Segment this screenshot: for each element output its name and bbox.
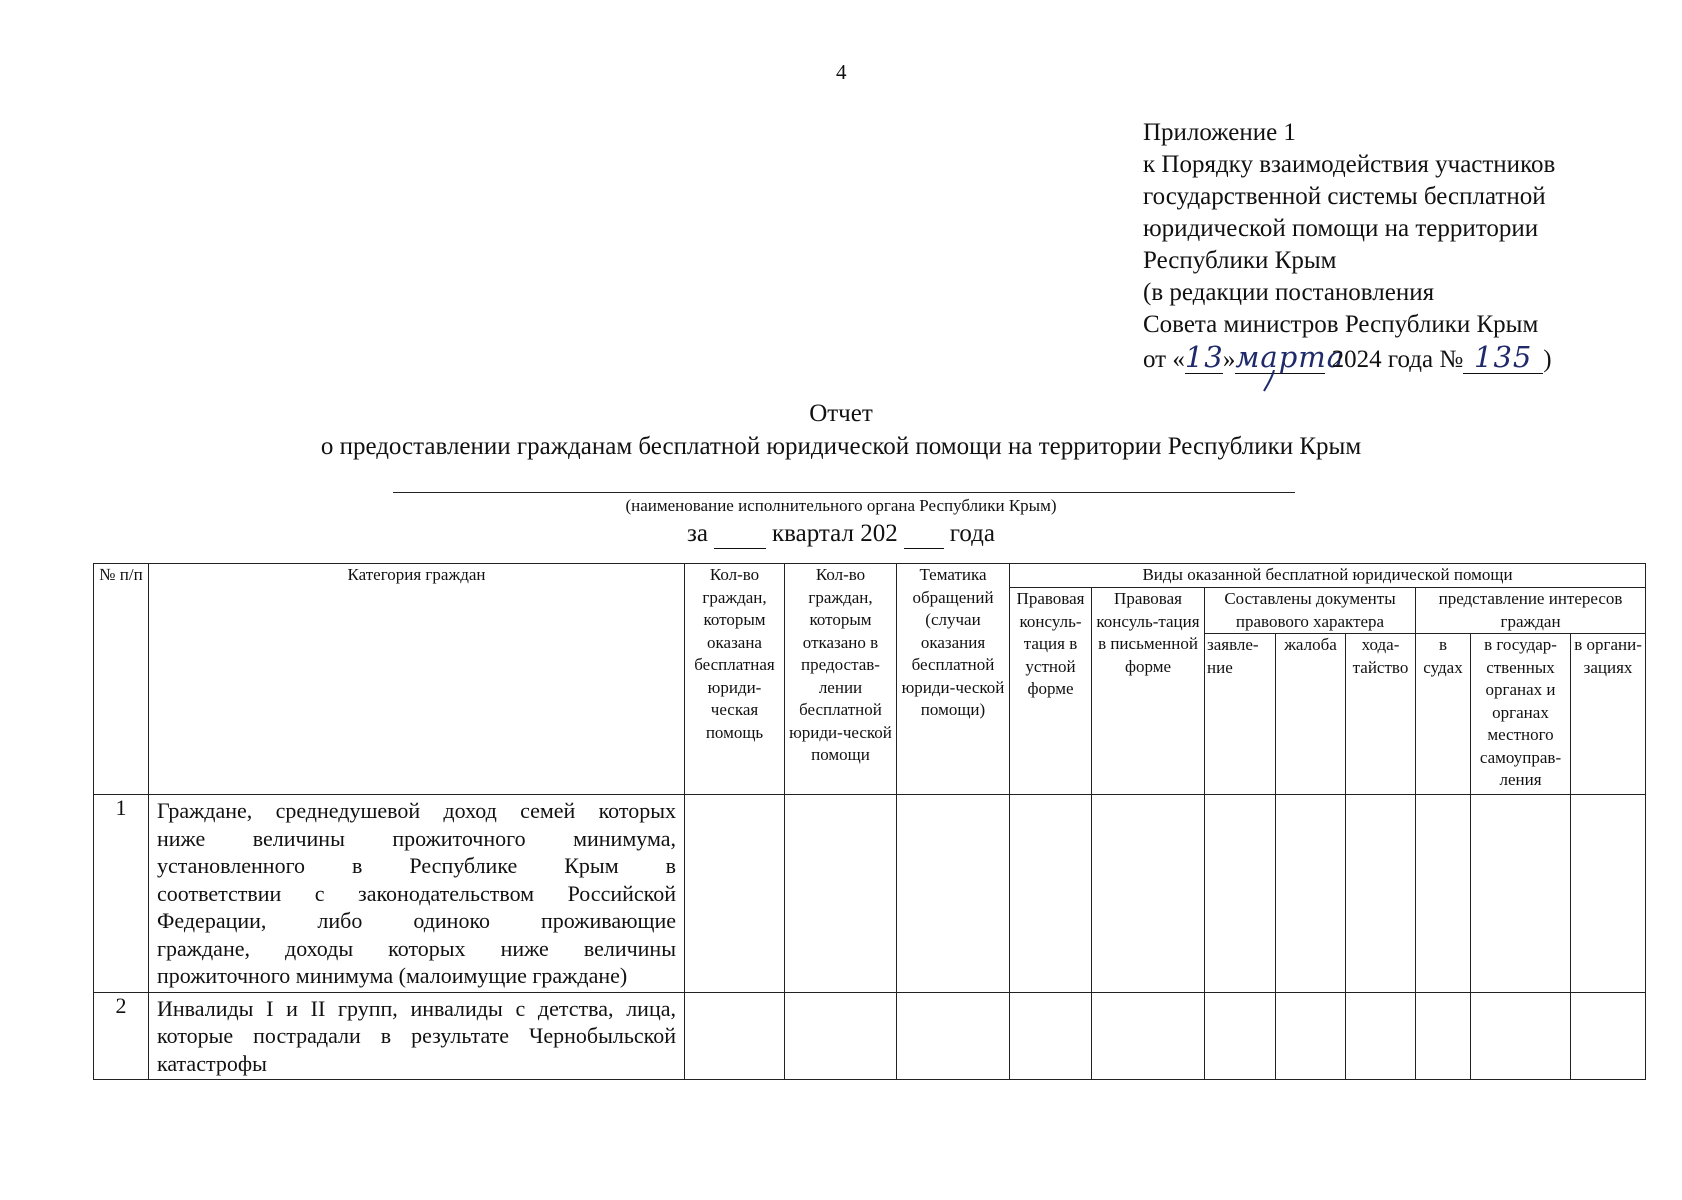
header-topics: Тематика обращений (случаи оказания бесплатной юриди-ческой помощи) <box>897 564 1010 795</box>
cell-courts[interactable] <box>1416 795 1471 993</box>
table-row <box>94 795 1646 993</box>
appendix-block <box>1143 117 1555 376</box>
handwritten-day: 13 <box>1184 340 1224 374</box>
category-line: Инвалиды I и II групп, инвалиды с детства, лица, <box>157 995 676 1021</box>
header-num: № п/п <box>94 564 149 795</box>
period-kvartal: квартал 202 <box>772 520 898 547</box>
cell-topics[interactable] <box>897 992 1010 1080</box>
cell-count-refused[interactable] <box>785 795 897 993</box>
header-organizations: в органи-зациях <box>1571 634 1646 795</box>
period-goda: года <box>949 520 995 547</box>
cell-statement[interactable] <box>1205 795 1276 993</box>
header-category: Категория граждан <box>149 564 685 795</box>
category-line: катастрофы <box>157 1050 267 1076</box>
year-blank <box>904 520 944 549</box>
org-name-caption: (наименование исполнительного органа Республики Крым) <box>625 496 1057 515</box>
date-quote-close: » <box>1222 346 1236 373</box>
header-types-group: Виды оказанной бесплатной юридической помощи <box>1010 564 1646 588</box>
table-row <box>94 992 1646 1080</box>
category-line: граждане, доходы которых ниже величины <box>157 935 676 961</box>
header-statement: заявле-ние <box>1205 634 1276 795</box>
handwritten-number: 135 <box>1463 341 1543 374</box>
cell-organizations[interactable] <box>1571 992 1646 1080</box>
header-oral-consultation: Правовая консуль-тация в устной форме <box>1010 588 1092 795</box>
date-paren-close: ) <box>1543 346 1552 373</box>
category-line: ниже величины прожиточного минимума, <box>157 825 676 851</box>
category-line: Граждане, среднедушевой доход семей которых <box>157 798 676 823</box>
date-prefix: от « <box>1143 346 1185 373</box>
appendix-line-5: Республики Крым <box>1143 247 1337 274</box>
row-category <box>149 795 685 993</box>
cell-petition[interactable] <box>1346 795 1416 993</box>
cell-written[interactable] <box>1092 992 1205 1080</box>
row-number: 1 <box>94 795 149 993</box>
category-line: установленного в Республике Крым в <box>157 853 676 878</box>
appendix-date-line <box>1143 341 1555 376</box>
header-count-refused: Кол-во граждан, которым отказано в предостав-лении бесплатной юриди-ческой помощи <box>785 564 897 795</box>
row-number: 2 <box>94 992 149 1080</box>
cell-organizations[interactable] <box>1571 795 1646 993</box>
cell-state-bodies[interactable] <box>1471 795 1571 993</box>
cell-state-bodies[interactable] <box>1471 992 1571 1080</box>
category-line: прожиточного минимума (малоимущие граждане) <box>157 963 628 988</box>
period-za: за <box>687 520 709 547</box>
cell-petition[interactable] <box>1346 992 1416 1080</box>
handwritten-month: марта <box>1235 340 1346 374</box>
quarter-blank <box>714 520 766 549</box>
cell-written[interactable] <box>1092 795 1205 993</box>
cell-oral[interactable] <box>1010 795 1092 993</box>
report-table <box>93 563 1646 1080</box>
category-line: соответствии с законодательством Российской <box>157 880 676 906</box>
report-subtitle: о предоставлении гражданам бесплатной юридической помощи на территории Республики Крым <box>320 433 1362 460</box>
report-title: Отчет <box>809 400 873 427</box>
handwriting-stroke <box>1246 370 1306 392</box>
appendix-line-2: к Порядку взаимодействия участников <box>1143 151 1556 178</box>
header-written-consultation: Правовая консуль-тация в письменной форме <box>1092 588 1205 795</box>
category-line: которые пострадали в результате Чернобыльской <box>157 1023 676 1048</box>
appendix-line-4: юридической помощи на территории <box>1143 215 1539 242</box>
cell-count-helped[interactable] <box>685 795 785 993</box>
appendix-line-6: (в редакции постановления <box>1143 279 1435 306</box>
cell-statement[interactable] <box>1205 992 1276 1080</box>
cell-count-helped[interactable] <box>685 992 785 1080</box>
header-docs-group: Составлены документы правового характера <box>1205 588 1416 634</box>
cell-topics[interactable] <box>897 795 1010 993</box>
appendix-line-3: государственной системы бесплатной <box>1143 183 1546 210</box>
cell-complaint[interactable] <box>1276 795 1346 993</box>
header-representation-group: представление интересов граждан <box>1416 588 1646 634</box>
cell-courts[interactable] <box>1416 992 1471 1080</box>
cell-complaint[interactable] <box>1276 992 1346 1080</box>
category-line: Федерации, либо одиноко проживающие <box>157 908 676 933</box>
appendix-line-7: Совета министров Республики Крым <box>1143 311 1539 338</box>
org-name-blank-line <box>393 492 1295 493</box>
header-state-bodies: в государ-ственных органах и органах местного самоуправ-ления <box>1471 634 1571 795</box>
header-complaint: жалоба <box>1276 634 1346 795</box>
row-category <box>149 992 685 1080</box>
report-period <box>0 520 1682 549</box>
cell-oral[interactable] <box>1010 992 1092 1080</box>
date-year: 2024 года № <box>1331 346 1464 373</box>
header-courts: в судах <box>1416 634 1471 795</box>
header-count-helped: Кол-во граждан, которым оказана бесплатная юриди-ческая помощь <box>685 564 785 795</box>
page-number: 4 <box>836 60 847 84</box>
cell-count-refused[interactable] <box>785 992 897 1080</box>
header-petition: хода-тайство <box>1346 634 1416 795</box>
appendix-line-1: Приложение 1 <box>1143 119 1296 146</box>
